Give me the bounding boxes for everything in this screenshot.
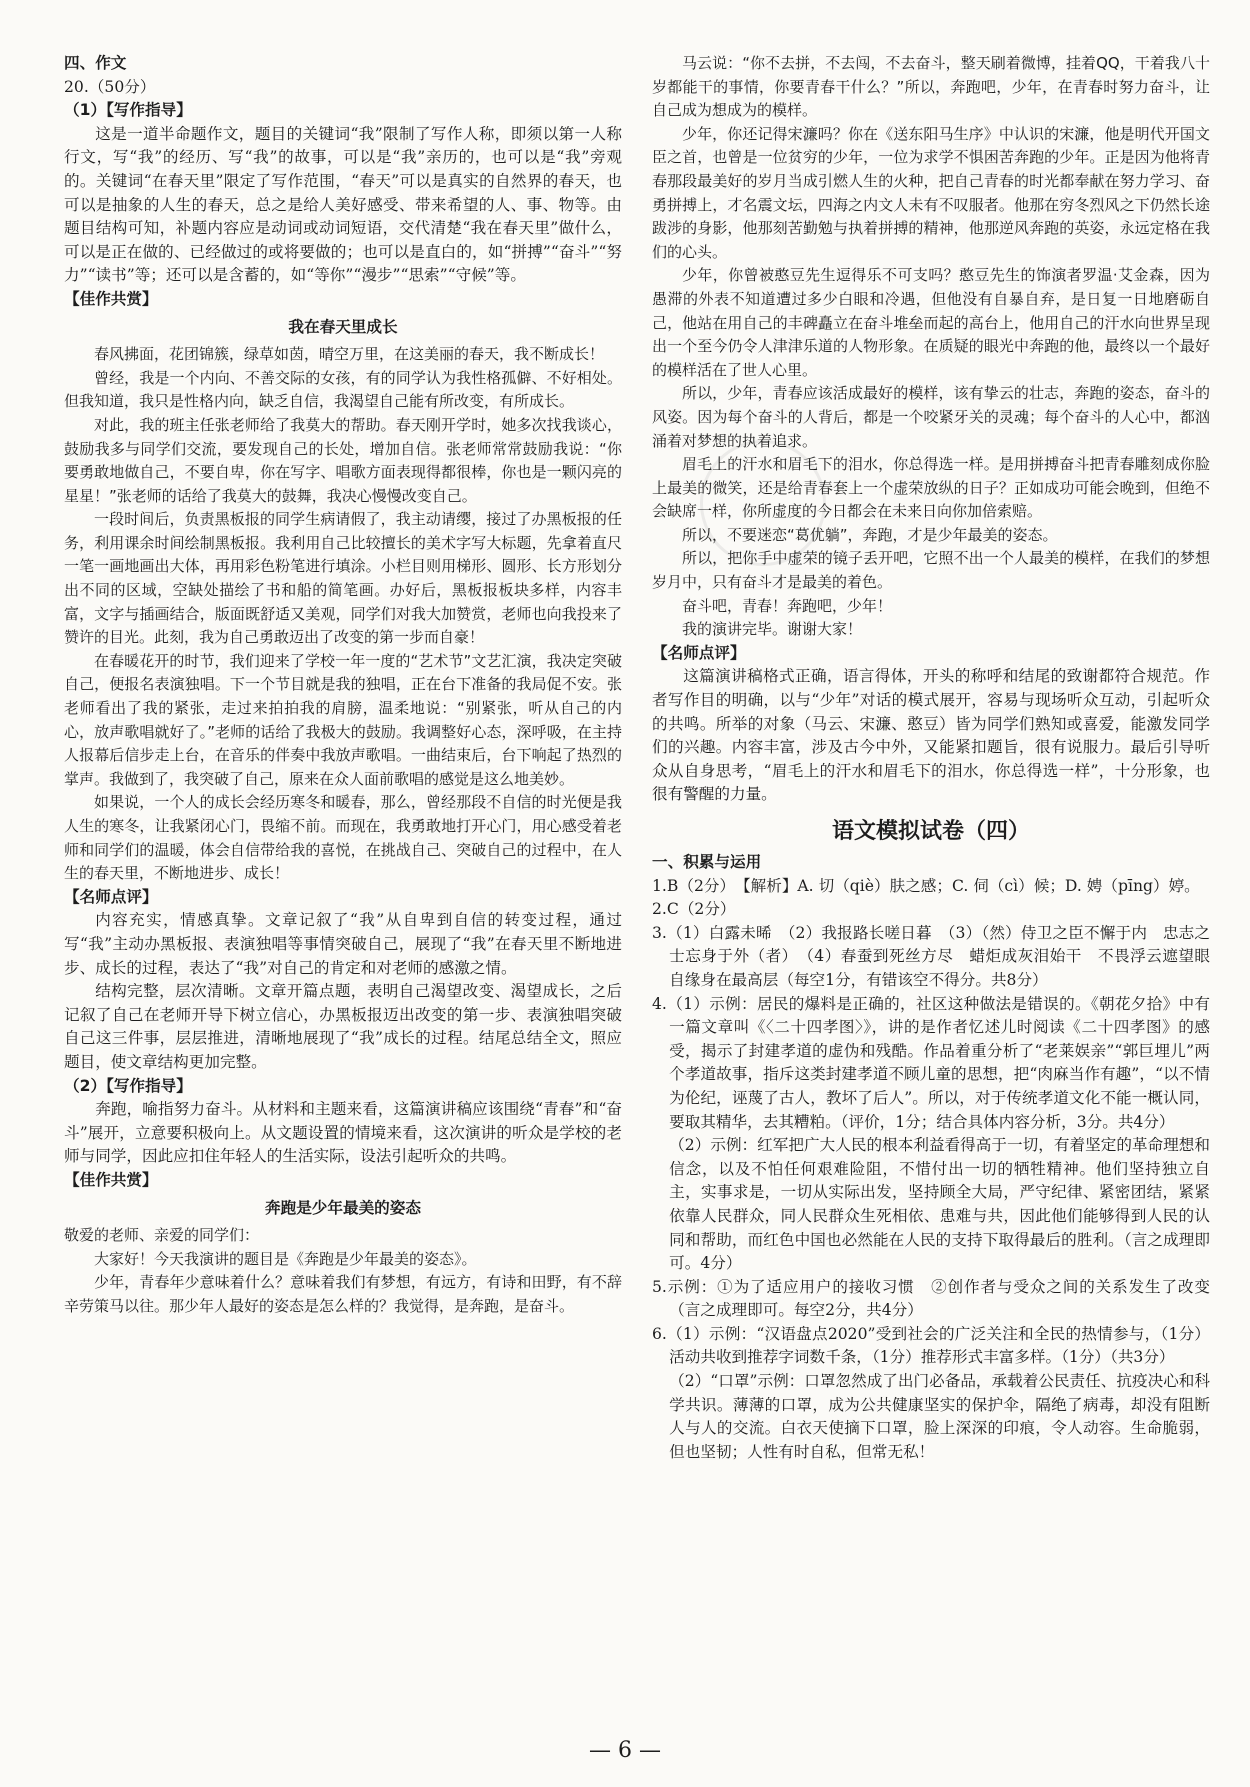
essay-paragraph: 如果说，一个人的成长会经历寒冬和暖春，那么，曾经那段不自信的时光便是我人生的寒冬，让我紧闭心门，畏缩不前。而现在，我勇敢地打开心门，用心感受着老师和同学们的温暖，体会自信带给我的喜悦，在挑战自己、突破自己的过程中，在人生的春天里，不断地进步、成长！: [64, 793, 622, 883]
essay-paragraph: 在春暖花开的时节，我们迎来了学校一年一度的“艺术节”文艺汇演，我决定突破自己，便报名表演独唱。下一个节目就是我的独唱，正在台下准备的我局促不安。张老师看出了我的紧张，走过来拍拍我的肩膀，温柔地说：“别紧张，听从自己的内心，放声歌唱就好了。”老师的话给了我极大的鼓励。我调整好心态，深呼吸，在主持人报幕后信步走上台，在音乐的伴奏中我放声歌唱。一曲结束后，台下响起了热烈的掌声。我做到了，我突破了自己，原来在众人面前歌唱的感觉是这么地美妙。: [64, 651, 622, 788]
answer-text: （1）白露未晞 （2）我报路长嗟日暮 （3）（然）侍卫之臣不懈于内 忠志之士忘身于外（者） （4）春蚕到死丝方尽 蜡炬成灰泪始干 不畏浮云遮望眼 自缘身在最高层（每空1分，有错该空不得分。共8分）: [666, 923, 1226, 989]
essay-title: 我在春天里成长: [288, 317, 398, 336]
essay-paragraph: 所以，少年，青春应该活成最好的模样，该有挚云的壮志，奔跑的姿态，奋斗的风姿。因为每个奋斗的人背后，都是一个咬紧牙关的灵魂；每个奋斗的人心中，都汹涌着对梦想的执着追求。: [652, 384, 1210, 450]
answer-item: [652, 993, 1210, 1135]
essay-title: 奔跑是少年最美的姿态: [265, 1198, 421, 1217]
teacher-comment-text: 结构完整，层次清晰。文章开篇点题，表明自己渴望改变、渴望成长，之后记叙了自己在老师开导下树立信心，办黑板报迈出改变的第一步、表演独唱突破自己这三件事，层层推进，清晰地展现了“我”成长的过程。结尾总结全文，照应题目，使文章结构更加完整。: [64, 982, 622, 1071]
essay-paragraph: 所以，不要迷恋“葛优躺”，奔跑，才是少年最美的姿态。: [682, 525, 1058, 544]
speech-greeting: 敬爱的老师、亲爱的同学们：: [64, 1226, 260, 1245]
answer-number: 4.: [652, 994, 667, 1013]
answer-text: （1）示例：居民的爆料是正确的，社区这种做法是错误的。《朝花夕拾》中有一篇文章叫《〈二十四孝图〉》，讲的是作者忆述儿时阅读《二十四孝图》的感受，揭示了封建孝道的虚伪和残酷。作品着重分析了“老莱娱亲”“郭巨埋儿”两个孝道故事，指斥这类封建孝道不顾儿童的思想，把“肉麻当作有趣”，“以不情为伦纪，诬蔑了古人，教坏了后人”。所以，对于传统孝道文化不能一概认同，要取其精华，去其糟粕。（评价，1分；结合具体内容分析，3分。共4分）: [666, 994, 1210, 1131]
answer-item: [652, 1134, 1210, 1276]
right-column: [652, 52, 1226, 1464]
answer-text: （2）“口罩”示例：口罩忽然成了出门必备品，承载着公民责任、抗疫决心和科学共识。薄薄的口罩，成为公共健康坚实的保护伞，隔绝了病毒，却没有阻断人与人的交流。白衣天使摘下口罩，脸上深深的印痕，令人动容。生命脆弱，但也坚韧；人性有时自私，但常无私！: [669, 1372, 1210, 1461]
section-heading: 四、作文: [64, 54, 127, 72]
teacher-comment-text: 这篇演讲稿格式正确，语言得体，开头的称呼和结尾的致谢都符合规范。作者写作目的明确，以与“少年”对话的模式展开，容易与现场听众互动，引起听众的共鸣。所举的对象（马云、宋濂、憨豆）皆为同学们熟知或喜爱，能激发同学们的兴趣。内容丰富，涉及古今中外，又能紧扣题旨，很有说服力。最后引导听众从自身思考，“眉毛上的汗水和眉毛下的泪水，你总得选一样”，十分形象，也很有警醒的力量。: [652, 667, 1210, 804]
essay-paragraph: 少年，你还记得宋濂吗？你在《送东阳马生序》中认识的宋濂，他是明代开国文臣之首，也曾是一位贫穷的少年，一位为求学不惧困苦奔跑的少年。正是因为他将青春那段最美好的岁月当成引燃人生的火种，把自己青春的时光都奉献在努力学习、奋勇拼搏上，才名震文坛，四海之内文人未有不叹服者。他那在穷冬烈风之下仍然长途跋涉的身影，他那刻苦勤勉与执着拼搏的精神，他那逆风奔跑的英姿，永远定格在我们的心头。: [652, 124, 1210, 261]
exam-title: 语文模拟试卷（四）: [831, 819, 1030, 844]
answer-item: [652, 1323, 1210, 1370]
sample-essay-heading: 【佳作共赏】: [64, 289, 158, 308]
page-number: — 6 —: [589, 1738, 661, 1763]
answer-item: [652, 1276, 1210, 1323]
section-heading: 一、积累与运用: [652, 853, 762, 871]
left-column: [64, 52, 622, 1318]
essay-paragraph: 大家好！今天我演讲的题目是《奔跑是少年最美的姿态》。: [94, 1249, 477, 1268]
essay-paragraph: 马云说：“你不去拼，不去闯，不去奋斗，整天刷着微博，挂着QQ，干着我八十岁都能干的事情，你要青春干什么？”所以，奔跑吧，少年，在青春时努力奋斗，让自己成为想成为的模样。: [652, 54, 1210, 120]
writing-guide-text: 奔跑，喻指努力奋斗。从材料和主题来看，这篇演讲稿应该围绕“青春”和“奋斗”展开，立意要积极向上。从文题设置的情境来看，这次演讲的听众是学校的老师与同学，因此应扣住年轻人的生活实际，设法引起听众的共鸣。: [64, 1100, 622, 1166]
teacher-comment-heading: 【名师点评】: [64, 887, 158, 906]
writing-guide-heading: （2）【写作指导】: [64, 1076, 192, 1095]
answer-number: 1.: [652, 876, 667, 895]
essay-paragraph: 一段时间后，负责黑板报的同学生病请假了，我主动请缨，接过了办黑板报的任务，利用课余时间绘制黑板报。我利用自己比较擅长的美术字写大标题，先拿着直尺一笔一画地画出大体，再用彩色粉笔进行填涂。小栏目则用梯形、圆形、长方形划分出不同的区域，空缺处描绘了书和船的简笔画。办好后，黑板报板块多样，内容丰富，文字与插画结合，版面既舒适又美观，同学们对我大加赞赏，老师也向我投来了赞许的目光。此刻，我为自己勇敢迈出了改变的第一步而自豪！: [64, 510, 622, 647]
essay-paragraph: 曾经，我是一个内向、不善交际的女孩，有的同学认为我性格孤僻、不好相处。但我知道，我只是性格内向，缺乏自信，我渴望自己能有所改变，有所成长。: [64, 368, 622, 411]
answer-text: （2）示例：红军把广大人民的根本利益看得高于一切，有着坚定的革命理想和信念，以及不怕任何艰难险阻，不惜付出一切的牺牲精神。他们坚持独立自主，实事求是，一切从实际出发，坚持顾全大局，严守纪律、紧密团结，紧紧依靠人民群众，同人民群众生死相依、患难与共，因此他们能够得到人民的认同和帮助，而红色中国也必然能在人民的支持下取得最后的胜利。（言之成理即可。4分）: [669, 1136, 1210, 1273]
answer-item: [652, 1370, 1210, 1464]
question-number: 20.（50分）: [64, 77, 156, 96]
answer-item: [652, 875, 1210, 899]
essay-paragraph: 对此，我的班主任张老师给了我莫大的帮助。春天刚开学时，她多次找我谈心，鼓励我多与同学们交流，要发现自己的长处，增加自信。张老师常常鼓励我说：“你要勇敢地做自己，不要自卑，你在写字、唱歌方面表现得都很棒，你也是一颗闪亮的星星！”张老师的话给了我莫大的鼓舞，我决心慢慢改变自己。: [64, 415, 622, 505]
sample-essay-heading: 【佳作共赏】: [64, 1170, 158, 1189]
writing-guide-heading: （1）【写作指导】: [64, 101, 192, 120]
writing-guide-text: 这是一道半命题作文，题目的关键词“我”限制了写作人称，即须以第一人称行文，写“我”的经历、写“我”的故事，可以是“我”亲历的，也可以是“我”旁观的。关键词“在春天里”限定了写作范围，“春天”可以是真实的自然界的春天，也可以是抽象的人生的春天，总之是给人美好感受、带来希望的人、事、物等。由题目结构可知，补题内容应是动词或动词短语，交代清楚“我在春天里”做什么，可以是正在做的、已经做过的或将要做的；也可以是直白的，如“拼搏”“奋斗”“努力”“读书”等；还可以是含蓄的，如“等你”“漫步”“思索”“守候”等。: [64, 124, 622, 285]
teacher-comment-text: 内容充实，情感真挚。文章记叙了“我”从自卑到自信的转变过程，通过写“我”主动办黑板报、表演独唱等事情突破自己，展现了“我”在春天里不断地进步、成长的过程，表达了“我”对自己的肯定和对老师的感激之情。: [64, 911, 622, 977]
answer-number: 6.: [652, 1324, 667, 1343]
answer-text: B（2分） 【解析】A. 切（qiè）肤之感；C. 伺（cì）候；D. 娉（pīng）婷。: [666, 876, 1200, 895]
essay-paragraph: 奋斗吧，青春！奔跑吧，少年！: [682, 596, 893, 615]
essay-paragraph: 眉毛上的汗水和眉毛下的泪水，你总得选一样。是用拼搏奋斗把青春雕刻成你脸上最美的微笑，还是给青春套上一个虚荣放纵的日子？正如成功可能会晚到，但绝不会缺席一样，你所虚度的今日都会在未来日向你加倍索赔。: [652, 455, 1210, 521]
answer-number: 5.: [652, 1277, 667, 1296]
essay-paragraph: 少年，你曾被憨豆先生逗得乐不可支吗？憨豆先生的饰演者罗温·艾金森，因为愚滞的外表不知道遭过多少白眼和冷遇，但他没有自暴自弃，是日复一日地磨砺自己，他站在用自己的丰碑矗立在奋斗堆垒而起的高台上，他用自己的汗水向世界呈现出一个至今仍令人津津乐道的人物形象。在质疑的眼光中奔跑的他，最终以一个最好的模样活在了世人心里。: [652, 266, 1210, 379]
answer-number: 3.: [652, 923, 667, 942]
answer-item: [652, 922, 1226, 993]
essay-paragraph: 我的演讲完毕。谢谢大家！: [682, 620, 863, 639]
answer-number: 2.: [652, 900, 667, 919]
answer-text: C（2分）: [666, 900, 736, 919]
essay-paragraph: 春风拂面，花团锦簇，绿草如茵，晴空万里，在这美丽的春天，我不断成长！: [94, 345, 605, 364]
essay-paragraph: 所以，把你手中虚荣的镜子丢开吧，它照不出一个人最美的模样，在我们的梦想岁月中，只有奋斗才是最美的着色。: [652, 549, 1210, 592]
answer-item: [652, 898, 1210, 922]
answer-text: 示例：①为了适应用户的接收习惯 ②创作者与受众之间的关系发生了改变（言之成理即可。每空2分，共4分）: [666, 1277, 1210, 1320]
essay-paragraph: 少年，青春年少意味着什么？意味着我们有梦想，有远方，有诗和田野，有不辞辛劳策马以往。那少年人最好的姿态是怎么样的？我觉得，是奔跑，是奋斗。: [64, 1273, 622, 1315]
answer-text: （1）示例：“汉语盘点2020”受到社会的广泛关注和全民的热情参与，（1分）活动共收到推荐字词数千条，（1分）推荐形式丰富多样。（1分）（共3分）: [666, 1324, 1210, 1367]
teacher-comment-heading: 【名师点评】: [652, 643, 746, 662]
